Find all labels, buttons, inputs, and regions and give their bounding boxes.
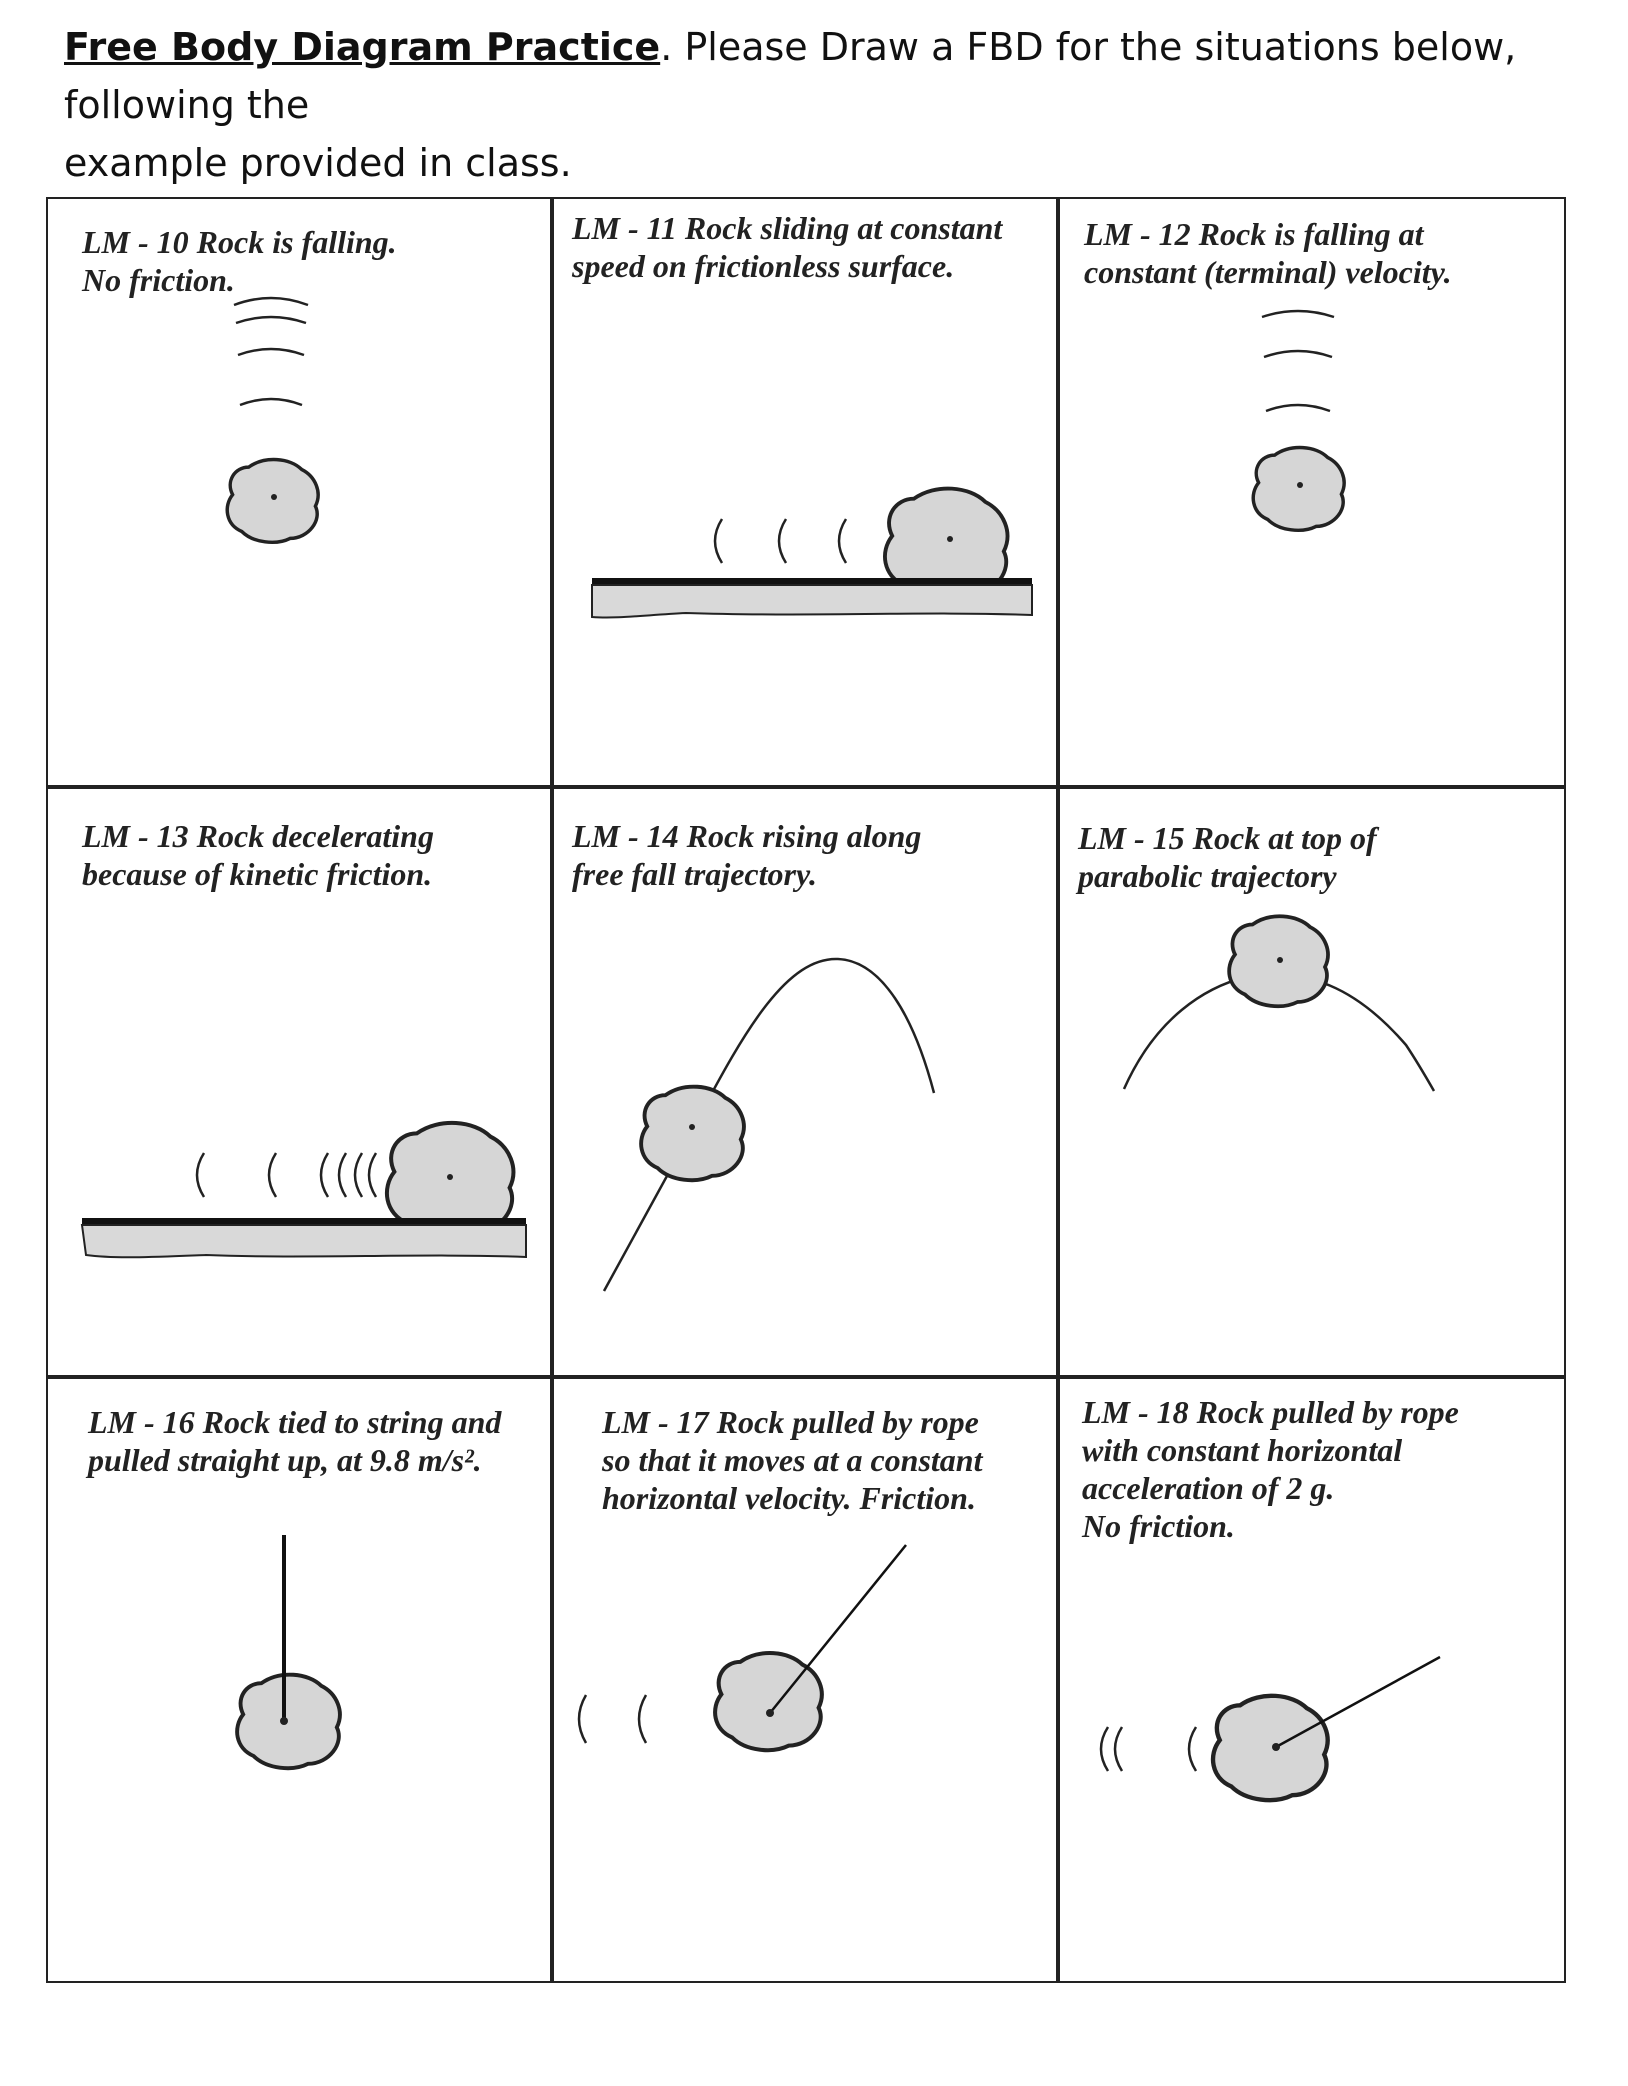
page-header [64,18,1604,192]
grid-lines [46,197,1566,1983]
diagram-grid [46,197,1566,1983]
caption-lm-15: LM - 15 Rock at top of parabolic trajectory [1078,820,1377,894]
caption-lm-14: LM - 14 Rock rising along free fall trajectory. [572,818,922,892]
instructions-text: . Please Draw a FBD for the situations below, following the [64,25,1517,127]
caption-lm-16: LM - 16 Rock tied to string and pulled straight up, at 9.8 m/s². [88,1404,502,1478]
caption-lm-10: LM - 10 Rock is falling. No friction. [82,224,397,298]
caption-lm-18: LM - 18 Rock pulled by rope with constant horizontal acceleration of 2 g. No friction. [1082,1394,1459,1544]
caption-lm-17: LM - 17 Rock pulled by rope so that it moves at a constant horizontal velocity. Friction. [602,1404,983,1516]
header-line-1 [64,18,1604,134]
worksheet-title: Free Body Diagram Practice [64,25,661,69]
caption-lm-11: LM - 11 Rock sliding at constant speed on frictionless surface. [572,210,1003,284]
caption-lm-12: LM - 12 Rock is falling at constant (terminal) velocity. [1084,216,1452,290]
header-line-2: example provided in class. [64,141,572,185]
caption-lm-13: LM - 13 Rock decelerating because of kinetic friction. [82,818,434,892]
